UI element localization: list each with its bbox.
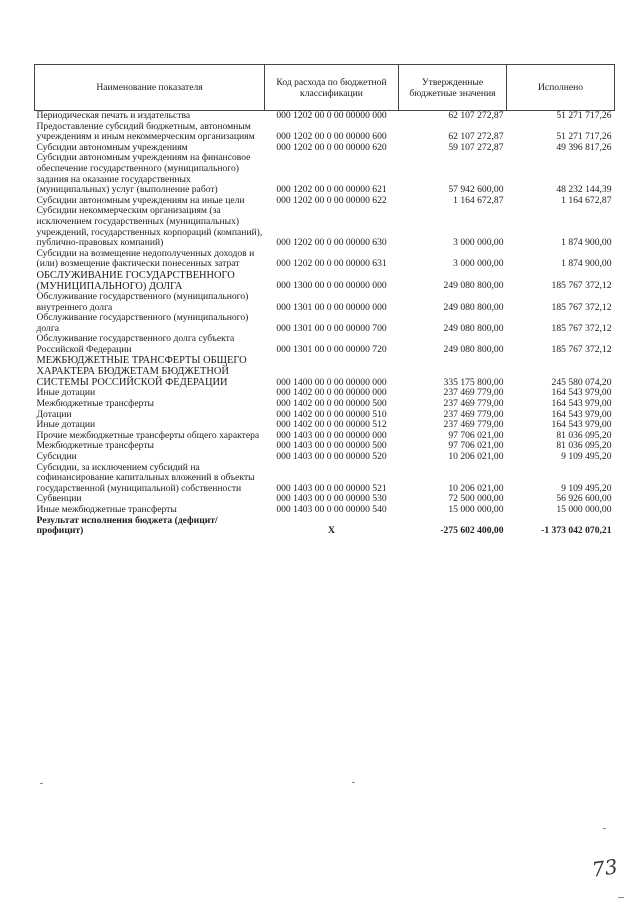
row-expense-code: 000 1403 00 0 00 00000 530 bbox=[276, 493, 387, 505]
row-indicator-name: Субсидии bbox=[36, 451, 77, 463]
row-indicator-name: Результат исполнения бюджета (дефицит/профицит) bbox=[36, 514, 218, 537]
table-row bbox=[35, 122, 615, 143]
table-row bbox=[35, 516, 615, 537]
row-executed-value: 164 543 979,00 bbox=[551, 408, 612, 420]
row-executed-value: 164 543 979,00 bbox=[551, 419, 612, 431]
row-indicator-name: Субсидии некоммерческим организациям (за исключением государственных (муниципальных) учреждений, государственных корпораций (компаний), публично-правовых компаний) bbox=[36, 205, 263, 249]
page-number: 73 bbox=[590, 854, 619, 882]
row-approved-value: 3 000 000,00 bbox=[453, 237, 504, 249]
row-expense-code: 000 1403 00 0 00 00000 521 bbox=[276, 482, 387, 494]
row-expense-code: 000 1402 00 0 00 00000 512 bbox=[276, 419, 387, 431]
row-approved-value: 10 206 021,00 bbox=[448, 451, 504, 463]
row-approved-value: 3 000 000,00 bbox=[453, 258, 504, 270]
row-expense-code: 000 1202 00 0 00 00000 000 bbox=[276, 110, 387, 121]
row-executed-value: 51 271 717,26 bbox=[556, 131, 612, 143]
row-expense-code: 000 1202 00 0 00 00000 631 bbox=[276, 258, 387, 270]
row-expense-code: 000 1403 00 0 00 00000 500 bbox=[276, 440, 387, 452]
row-executed-value: 56 926 600,00 bbox=[556, 493, 612, 505]
row-executed-value: 164 543 979,00 bbox=[551, 387, 612, 399]
row-expense-code: 000 1403 00 0 00 00000 520 bbox=[276, 451, 387, 463]
row-indicator-name: Субсидии, за исключением субсидий на софинансирование капитальных вложений в объекты государственной (муниципальной) собственности bbox=[36, 461, 255, 494]
row-indicator-name: Межбюджетные трансферты bbox=[36, 398, 154, 410]
row-expense-code: 000 1202 00 0 00 00000 630 bbox=[276, 237, 387, 249]
table-row bbox=[35, 505, 615, 516]
row-executed-value: 51 271 717,26 bbox=[556, 110, 612, 121]
row-executed-value: 48 232 144,39 bbox=[556, 184, 612, 196]
row-approved-value: 237 469 779,00 bbox=[443, 419, 504, 431]
row-executed-value: 164 543 979,00 bbox=[551, 398, 612, 410]
row-expense-code: 000 1301 00 0 00 00000 700 bbox=[276, 322, 387, 334]
row-approved-value: 97 706 021,00 bbox=[448, 429, 504, 441]
row-indicator-name: МЕЖБЮДЖЕТНЫЕ ТРАНСФЕРТЫ ОБЩЕГО ХАРАКТЕРА БЮДЖЕТАМ БЮДЖЕТНОЙ СИСТЕМЫ РОССИЙСКОЙ ФЕДЕРАЦИИ bbox=[36, 355, 247, 389]
row-executed-value: 49 396 817,26 bbox=[556, 141, 612, 153]
row-executed-value: 185 767 372,12 bbox=[551, 301, 612, 313]
scan-speck bbox=[618, 897, 624, 898]
row-approved-value: 249 080 800,00 bbox=[443, 322, 504, 334]
row-approved-value: 97 706 021,00 bbox=[448, 440, 504, 452]
row-executed-value: 1 874 900,00 bbox=[561, 258, 612, 270]
scan-speck bbox=[40, 783, 43, 784]
row-executed-value: 15 000 000,00 bbox=[556, 504, 612, 515]
row-indicator-name: Обслуживание государственного (муниципального) долга bbox=[36, 312, 249, 334]
row-approved-value: 1 164 672,87 bbox=[453, 194, 504, 206]
row-approved-value: 249 080 800,00 bbox=[443, 301, 504, 313]
row-expense-code: X bbox=[328, 525, 335, 537]
table-row bbox=[35, 292, 615, 313]
table-body bbox=[35, 111, 615, 537]
table-row bbox=[35, 334, 615, 355]
row-approved-value: 62 107 272,87 bbox=[448, 110, 504, 121]
row-expense-code: 000 1403 00 0 00 00000 540 bbox=[276, 504, 387, 515]
row-approved-value: 15 000 000,00 bbox=[448, 504, 504, 515]
row-approved-value: 249 080 800,00 bbox=[443, 343, 504, 355]
row-approved-value: 72 500 000,00 bbox=[448, 493, 504, 505]
row-expense-code: 000 1301 00 0 00 00000 720 bbox=[276, 343, 387, 355]
row-expense-code: 000 1402 00 0 00 00000 000 bbox=[276, 387, 387, 399]
row-indicator-name: Иные дотации bbox=[36, 387, 96, 399]
row-approved-value: 335 175 800,00 bbox=[443, 376, 504, 388]
row-indicator-name: Межбюджетные трансферты bbox=[36, 440, 154, 452]
row-approved-value: -275 602 400,00 bbox=[440, 525, 504, 537]
row-executed-value: 1 164 672,87 bbox=[561, 194, 612, 206]
row-executed-value: 9 109 495,20 bbox=[561, 482, 612, 494]
row-indicator-name: Субсидии автономным учреждениям на финансовое обеспечение государственного (муниципального) задания на оказание государственных (муниципальных) услуг (выполнение работ) bbox=[36, 152, 251, 196]
row-expense-code: 000 1403 00 0 00 00000 000 bbox=[276, 429, 387, 441]
budget-execution-table bbox=[34, 64, 615, 537]
row-executed-value: 9 109 495,20 bbox=[561, 451, 612, 463]
table-header bbox=[35, 65, 615, 111]
header-expense-code: Код расхода по бюджетной классификации bbox=[265, 65, 399, 111]
table-row bbox=[35, 249, 615, 270]
row-expense-code: 000 1400 00 0 00 00000 000 bbox=[276, 376, 387, 388]
header-executed: Исполнено bbox=[507, 65, 615, 111]
table-row bbox=[35, 206, 615, 248]
row-indicator-name: Дотации bbox=[36, 408, 72, 420]
header-approved-values: Утвержденные бюджетные значения bbox=[399, 65, 507, 111]
row-indicator-name: Иные дотации bbox=[36, 419, 96, 431]
row-approved-value: 237 469 779,00 bbox=[443, 398, 504, 410]
row-approved-value: 10 206 021,00 bbox=[448, 482, 504, 494]
row-executed-value: 185 767 372,12 bbox=[551, 280, 612, 292]
table-row bbox=[35, 270, 615, 292]
table-row bbox=[35, 313, 615, 334]
row-executed-value: -1 373 042 070,21 bbox=[541, 525, 612, 537]
row-indicator-name: Иные межбюджетные трансферты bbox=[36, 504, 177, 515]
table-row bbox=[35, 111, 615, 122]
row-indicator-name: Субсидии автономным учреждениям bbox=[36, 141, 188, 153]
row-approved-value: 249 080 800,00 bbox=[443, 280, 504, 292]
row-indicator-name: Прочие межбюджетные трансферты общего характера bbox=[36, 429, 260, 441]
row-indicator-name: Периодическая печать и издательства bbox=[36, 110, 191, 121]
table-row bbox=[35, 463, 615, 495]
row-executed-value: 245 580 074,20 bbox=[551, 376, 612, 388]
row-approved-value: 237 469 779,00 bbox=[443, 408, 504, 420]
row-executed-value: 185 767 372,12 bbox=[551, 343, 612, 355]
table-row bbox=[35, 355, 615, 388]
scan-speck bbox=[603, 828, 606, 829]
row-executed-value: 81 036 095,20 bbox=[556, 440, 612, 452]
row-expense-code: 000 1301 00 0 00 00000 000 bbox=[276, 301, 387, 313]
row-indicator-name: Предоставление субсидий бюджетным, автономным учреждениям и иным некоммерческим организациям bbox=[36, 120, 255, 143]
row-executed-value: 1 874 900,00 bbox=[561, 237, 612, 249]
header-indicator-name: Наименование показателя bbox=[35, 65, 265, 111]
row-expense-code: 000 1402 00 0 00 00000 510 bbox=[276, 408, 387, 420]
table-row bbox=[35, 153, 615, 195]
row-expense-code: 000 1202 00 0 00 00000 600 bbox=[276, 131, 387, 143]
row-indicator-name: ОБСЛУЖИВАНИЕ ГОСУДАРСТВЕННОГО (МУНИЦИПАЛЬНОГО) ДОЛГА bbox=[36, 269, 235, 292]
row-expense-code: 000 1300 00 0 00 00000 000 bbox=[276, 280, 387, 292]
row-approved-value: 59 107 272,87 bbox=[448, 141, 504, 153]
row-expense-code: 000 1402 00 0 00 00000 500 bbox=[276, 398, 387, 410]
scan-speck bbox=[352, 782, 355, 783]
row-approved-value: 62 107 272,87 bbox=[448, 131, 504, 143]
row-expense-code: 000 1202 00 0 00 00000 620 bbox=[276, 141, 387, 153]
row-indicator-name: Субсидии автономным учреждениям на иные цели bbox=[36, 194, 245, 206]
row-indicator-name: Обслуживание государственного (муниципального) внутреннего долга bbox=[36, 290, 249, 313]
row-expense-code: 000 1202 00 0 00 00000 621 bbox=[276, 184, 387, 196]
row-expense-code: 000 1202 00 0 00 00000 622 bbox=[276, 194, 387, 206]
row-approved-value: 57 942 600,00 bbox=[448, 184, 504, 196]
row-approved-value: 237 469 779,00 bbox=[443, 387, 504, 399]
row-indicator-name: Обслуживание государственного долга субъекта Российской Федерации bbox=[36, 333, 235, 355]
row-executed-value: 81 036 095,20 bbox=[556, 429, 612, 441]
row-executed-value: 185 767 372,12 bbox=[551, 322, 612, 334]
row-indicator-name: Субвенции bbox=[36, 493, 82, 505]
row-indicator-name: Субсидии на возмещение недополученных доходов и (или) возмещение фактически понесенных затрат bbox=[36, 247, 255, 270]
